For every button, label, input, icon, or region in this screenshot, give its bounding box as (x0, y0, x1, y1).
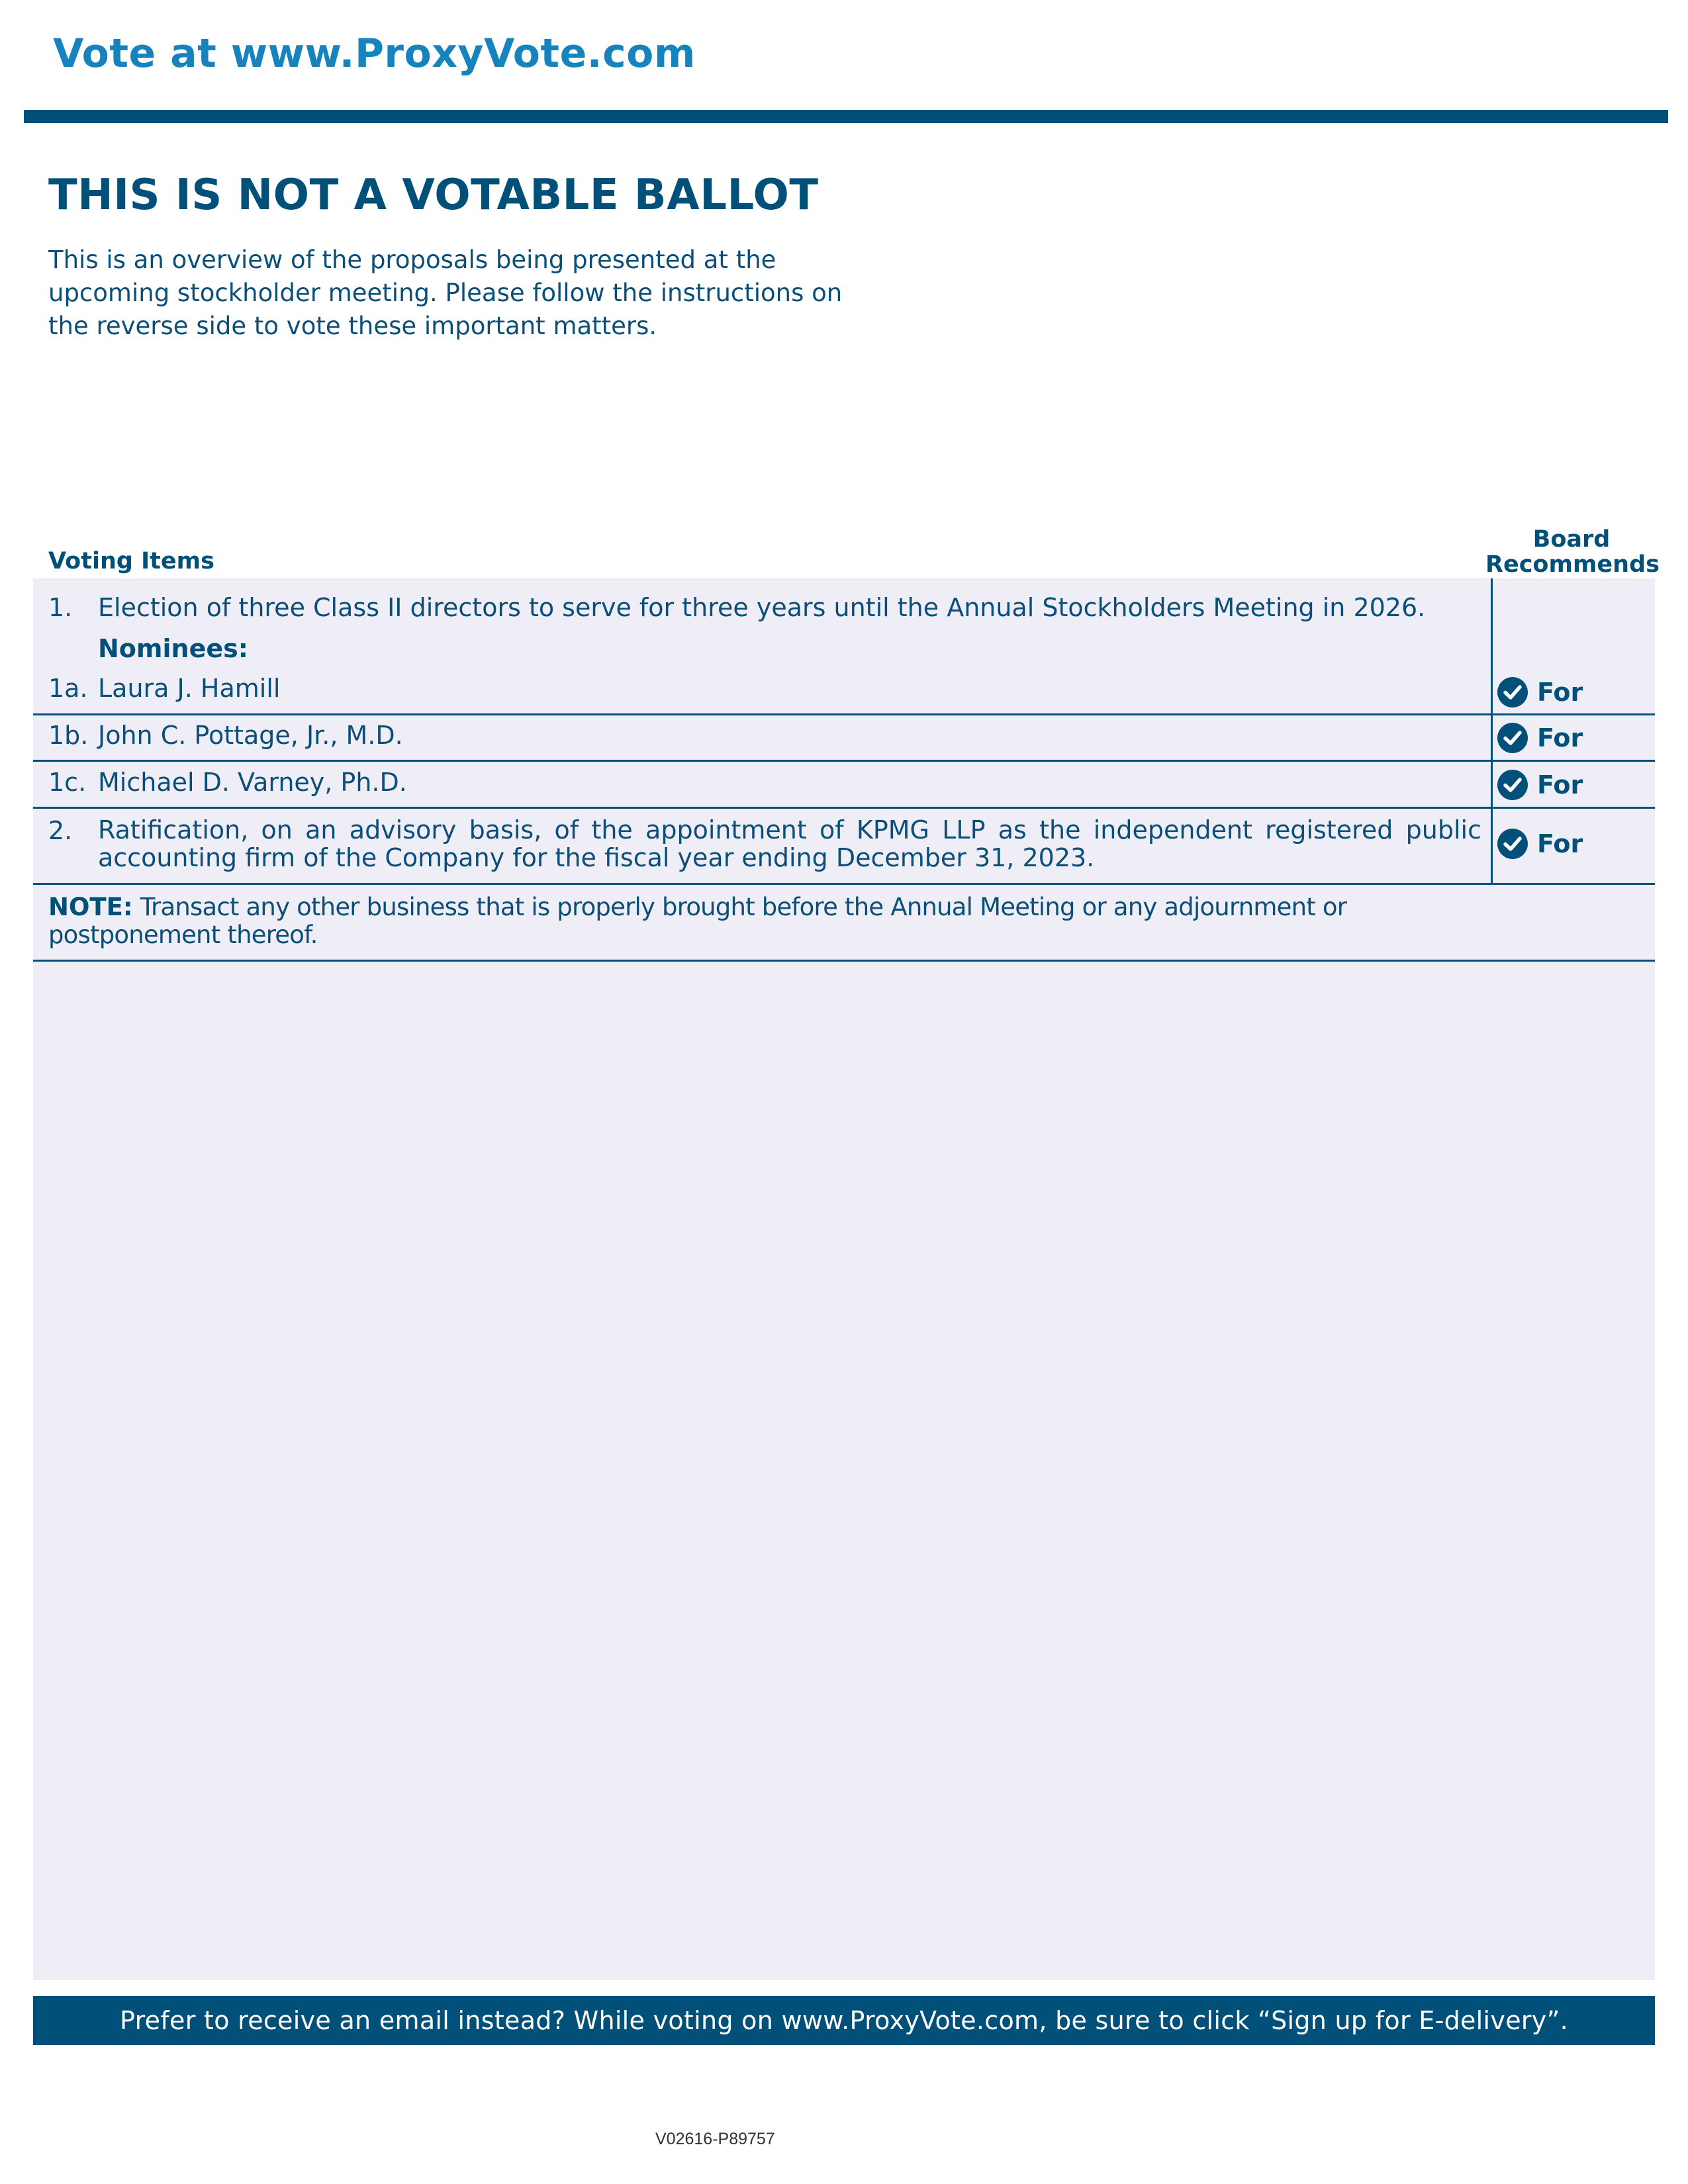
nominee-number: 1c. (48, 768, 87, 797)
row-divider (33, 960, 1655, 962)
nominees-label: Nominees: (98, 634, 248, 663)
board-heading-line: Board (1532, 526, 1611, 553)
recommendation-label: For (1537, 678, 1583, 707)
intro-line: the reverse side to vote these important matters. (48, 312, 657, 340)
item-number: 2. (48, 816, 73, 845)
page-title: THIS IS NOT A VOTABLE BALLOT (48, 171, 819, 220)
intro-line: This is an overview of the proposals being presented at the (48, 246, 776, 274)
item-2-text: Ratification, on an advisory basis, of the appointment of KPMG LLP as the independent registered public accounting firm of the Company for the fiscal year ending December 31, 2023. (98, 815, 1481, 872)
item-1-text: Election of three Class II directors to serve for three years until the Annual Stockholders Meeting in 2026. (98, 593, 1426, 622)
recommendation-label: For (1537, 723, 1583, 752)
document-code: V02616-P89757 (655, 2130, 775, 2148)
nominee-number: 1b. (48, 721, 89, 750)
row-divider (33, 807, 1655, 809)
nominee-number: 1a. (48, 674, 88, 703)
recommendation-cell (1497, 828, 1583, 860)
voting-items-heading: Voting Items (48, 548, 214, 574)
nominee-name: John C. Pottage, Jr., M.D. (98, 721, 403, 750)
intro-paragraph (48, 244, 843, 343)
checkmark-icon (1497, 829, 1528, 859)
recommendation-cell (1497, 769, 1583, 801)
row-divider (33, 883, 1655, 885)
proxyvote-link[interactable]: Vote at www.ProxyVote.com (53, 30, 696, 77)
checkmark-icon (1497, 677, 1528, 707)
recommendation-label: For (1537, 829, 1583, 858)
item-number: 1. (48, 593, 73, 622)
note-label: NOTE: (48, 893, 133, 921)
note-paragraph (48, 893, 1485, 949)
note-text: Transact any other business that is properly brought before the Annual Meeting or any adjournment or postponement thereof. (48, 893, 1347, 949)
checkmark-icon (1497, 770, 1528, 800)
board-recommends-heading (1485, 527, 1658, 577)
nominee-name: Michael D. Varney, Ph.D. (98, 768, 407, 797)
recommendation-cell (1497, 722, 1583, 754)
nominee-name: Laura J. Hamill (98, 674, 281, 703)
row-divider (33, 713, 1655, 715)
header-rule (24, 110, 1668, 123)
board-heading-line: Recommends (1485, 551, 1660, 578)
column-divider (1491, 578, 1493, 885)
row-divider (33, 760, 1655, 762)
e-delivery-banner (33, 1996, 1655, 2045)
recommendation-cell (1497, 676, 1583, 708)
intro-line: upcoming stockholder meeting. Please follow the instructions on (48, 279, 843, 307)
checkmark-icon (1497, 723, 1528, 753)
recommendation-label: For (1537, 770, 1583, 799)
e-delivery-text: Prefer to receive an email instead? While voting on www.ProxyVote.com, be sure to click “Sign up for E-delivery”. (120, 2006, 1568, 2035)
